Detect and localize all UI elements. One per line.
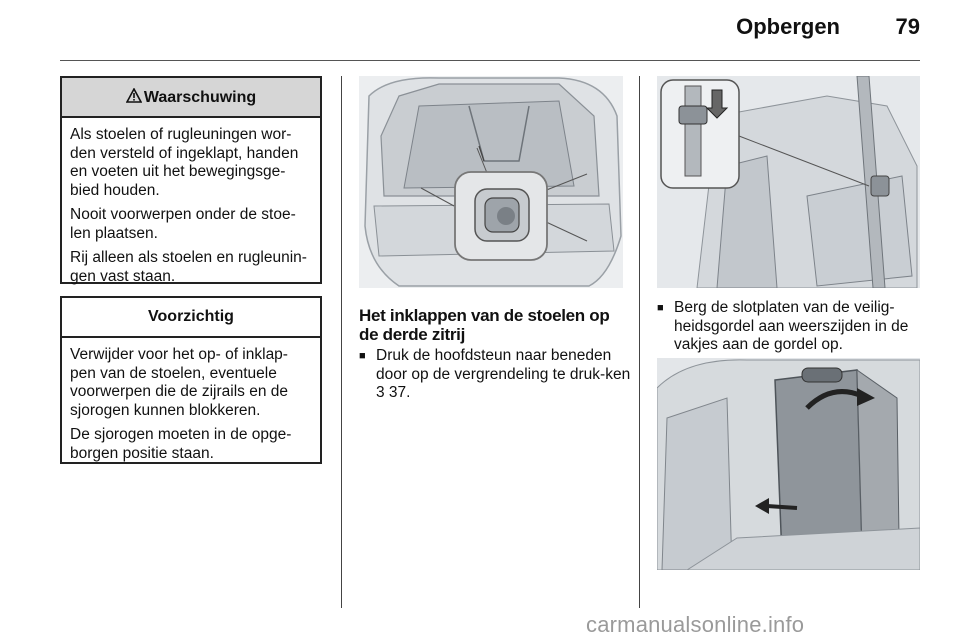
column-divider-left xyxy=(341,76,342,608)
middle-bullet-text: Druk de hoofdsteun naar beneden door op de vergrendeling te druk-ken xyxy=(376,347,631,383)
page-reference-number: 37. xyxy=(384,384,411,401)
bullet-mark: ■ xyxy=(657,302,664,314)
right-bullet-text: Berg de slotplaten van de veilig-heidsgordel aan weerszijden in de vakjes aan de gordel op. xyxy=(674,299,909,353)
caution-box xyxy=(60,296,322,464)
warning-paragraph-1: Als stoelen of rugleuningen wor-den versteld of ingeklapt, handen en voeten uit het bewegingsge-bied houden. xyxy=(70,126,299,199)
bullet-mark: ■ xyxy=(359,350,366,362)
caution-paragraph-2: De sjorogen moeten in de opge-borgen positie staan. xyxy=(70,426,292,462)
warning-box-title: Waarschuwing xyxy=(143,89,257,106)
warning-paragraph-2: Nooit voorwerpen onder de stoe-len plaatsen. xyxy=(70,206,296,242)
page-reference-icon: 3 xyxy=(376,384,385,401)
page-number: 79 xyxy=(895,14,920,39)
column-divider-right xyxy=(639,76,640,608)
page-reference-link[interactable] xyxy=(376,384,410,401)
caution-paragraph-1: Verwijder voor het op- of inklap-pen van de stoelen, eventuele voorwerpen die de zijrails en de sjorogen kunnen blokkeren. xyxy=(70,346,288,419)
caution-box-body xyxy=(62,338,320,473)
section-heading: Het inklappen van de stoelen op de derde zitrij xyxy=(359,306,610,344)
figure-seat-fold xyxy=(657,358,920,570)
warning-icon xyxy=(126,78,142,116)
middle-bullet-item xyxy=(359,347,631,403)
header-rule xyxy=(60,60,920,61)
warning-box-header xyxy=(62,78,320,118)
warning-paragraph-3: Rij alleen als stoelen en rugleunin-gen vast staan. xyxy=(70,249,307,285)
right-bullet-item xyxy=(657,299,920,355)
caution-box-header: Voorzichtig xyxy=(62,298,320,338)
warning-box xyxy=(60,76,322,284)
watermark: carmanualsonline.info xyxy=(586,612,805,637)
page-title: Opbergen xyxy=(736,14,840,39)
warning-box-body xyxy=(62,118,320,296)
figure-seat-belt xyxy=(657,76,920,288)
figure-trunk-headrest xyxy=(359,76,623,288)
